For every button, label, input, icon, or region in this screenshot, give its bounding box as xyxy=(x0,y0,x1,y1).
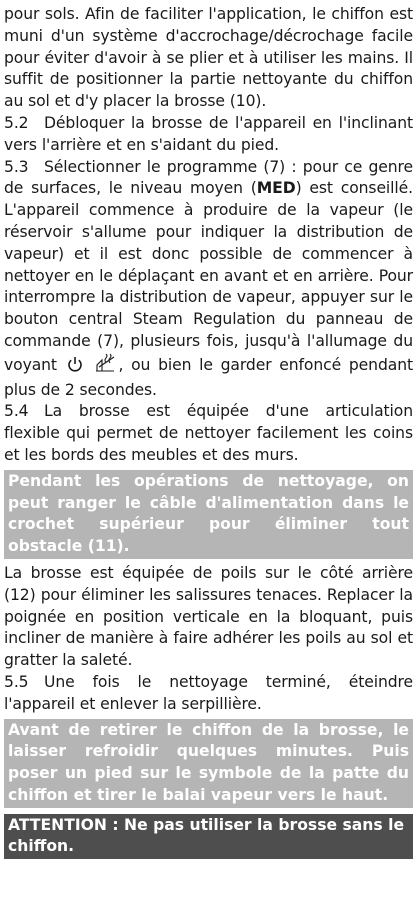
step-text: Une fois le nettoyage terminé, éteindre l'appareil et enlever la serpillière. xyxy=(4,672,413,713)
step-5-3 xyxy=(4,157,413,402)
note-cable-hook: Pendant les opérations de nettoyage, on peut ranger le câble d'alimentation dans le crochet supérieur pour éliminer tout obstacle (11). xyxy=(4,470,413,559)
step-text: La brosse est équipée d'une articulation flexible qui permet de nettoyer facilement les coins et les bords des meubles et des murs. xyxy=(4,402,413,464)
step-text-before: Sélectionner le programme (7) : pour ce genre de surfaces, le niveau moyen ( xyxy=(4,157,413,198)
step-number: 5.2 xyxy=(4,113,29,132)
med-level-label: MED xyxy=(256,179,296,198)
step-text-after: , ou bien le garder enfoncé pendant plus de 2 secondes. xyxy=(4,355,414,399)
step-number: 5.5 xyxy=(4,672,29,691)
steam-icon xyxy=(94,353,116,380)
step-number: 5.4 xyxy=(4,402,29,421)
step-text: Débloquer la brosse de l'appareil en l'inclinant vers l'arrière et en s'aidant du pied. xyxy=(4,113,413,154)
power-icon xyxy=(67,356,83,380)
warning-banner: ATTENTION : Ne pas utiliser la brosse sans le chiffon. xyxy=(4,814,413,860)
step-5-4 xyxy=(4,401,413,466)
step-5-2 xyxy=(4,113,413,157)
step-number: 5.3 xyxy=(4,157,29,176)
step-5-5 xyxy=(4,672,413,716)
bristles-paragraph: La brosse est équipée de poils sur le côté arrière (12) pour éliminer les salissures tenaces. Replacer la poignée en position verticale en la bloquant, puis incliner de manière à faire adhérer les poils au sol et gratter la saleté. xyxy=(4,563,413,670)
step-text-middle: ) est conseillé. L'appareil commence à produire de la vapeur (le réservoir s'allume pour indiquer la distribution de vapeur) et il est donc possible de commencer à nettoyer en le déplaçant en avant et en arrière. Pour interrompre la distribution de vapeur, appuyer sur le bouton central Steam Regulation du panneau de commande (7), plusieurs fois, jusqu'à l'allumage du voyant xyxy=(4,179,413,374)
intro-paragraph: pour sols. Afin de faciliter l'application, le chiffon est muni d'un système d'accrochage/décrochage facile pour éviter d'avoir à se plier et à utiliser les mains. Il suffit de positionner la partie nettoyante du chiffon au sol et d'y placer la brosse (10). xyxy=(4,5,413,111)
note-remove-cloth: Avant de retirer le chiffon de la brosse, le laisser refroidir quelques minutes. Puis poser un pied sur le symbole de la patte du chiffon et tirer le balai vapeur vers le haut. xyxy=(4,719,413,808)
